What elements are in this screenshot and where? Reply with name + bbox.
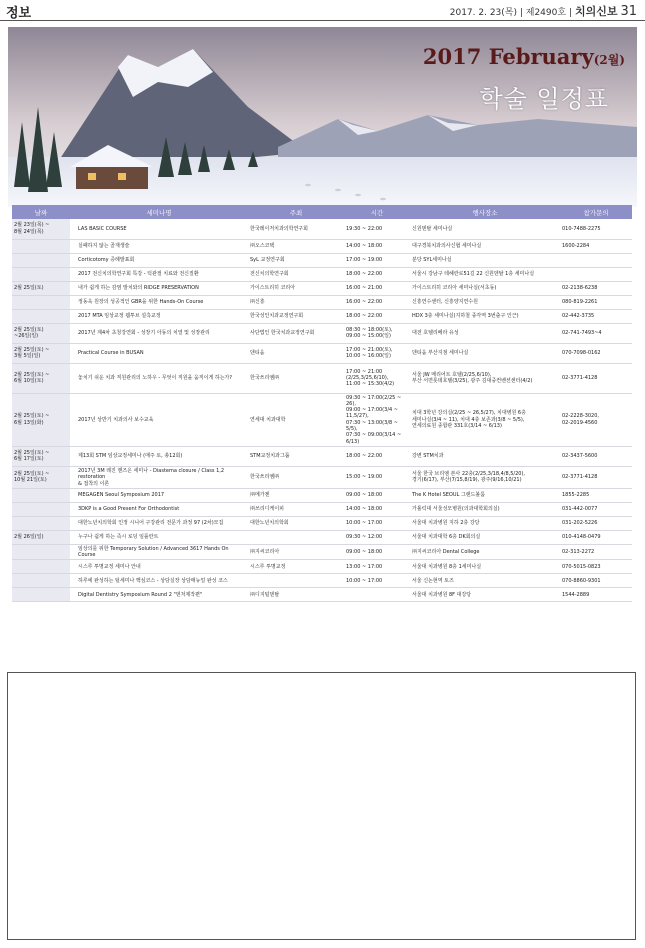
cell-contact: 1544-2889 [560,588,632,602]
cell-date [12,502,70,516]
cell-title: LAS BASIC COURSE [70,219,248,239]
cell-title: 누구나 쉽게 하는 즉시 로딩 임플란트 [70,530,248,544]
cell-host: ㈜신흥 [248,295,344,309]
cell-contact [560,253,632,267]
cell-title: 내가 쉽게 하는 감염 발치와의 RIDGE PRESERVATION [70,281,248,295]
table-body [12,219,632,602]
cell-date [12,544,70,560]
cell-date: 2월 23일(목) ~ 8월 24일(목) [12,219,70,239]
cell-title: 2017 MTA 임상교정 웹투브 설측교정 [70,309,248,323]
cell-date [12,574,70,588]
cell-time: 17:00 ~ 19:00 [344,253,410,267]
cell-venue: 가톨릭대 서울성모병원(의과대학회의실) [410,502,560,516]
cell-host: SyL 교정연구회 [248,253,344,267]
cell-time: 09:00 ~ 18:00 [344,488,410,502]
cell-host: 대한노년치의학회 [248,516,344,530]
table-row [12,281,632,295]
cell-contact: 02-2228-3020, 02-2019-4560 [560,393,632,446]
page-header [0,0,645,21]
table-row [12,544,632,560]
cell-venue: 신원덴탈 세미나실 [410,219,560,239]
cell-contact: 080-819-2261 [560,295,632,309]
cell-contact: 02-3771-4128 [560,466,632,488]
cell-title: 하루에 완성하는 틸세미나 핵심코스 - 상담실장 상담매뉴얼 완성 코스 [70,574,248,588]
cell-venue: 치대 3학년 강의실(2/25 ~ 26,5/27), 치대병원 6층 세미나실(3/4 ~ 11), 치대 4층 보존과(3/8 ~ 5/5), 연세의료원 종합관 331호(3/14 ~ 6/13) [410,393,560,446]
cell-host: ㈜디지털덴탈 [248,588,344,602]
cell-date [12,588,70,602]
cell-time: 17:00 ~ 21:00 (2/25,3/25,6/10), 11:00 ~ 15:30(4/2) [344,363,410,393]
cell-host: 전신치의학연구회 [248,267,344,281]
cell-host: 한국쓰리엠㈜ [248,466,344,488]
cell-contact: 02-313-2272 [560,544,632,560]
cell-time: 10:00 ~ 17:00 [344,574,410,588]
cell-host [248,530,344,544]
cell-host: ㈜쓰리디케이피 [248,502,344,516]
table-row [12,219,632,239]
column-header-time: 시간 [344,205,410,219]
cell-date: 2월 25일(토) ~ 6월 17일(토) [12,446,70,466]
cell-time: 14:00 ~ 18:00 [344,239,410,253]
cell-venue: 대전 호텔리베라 유성 [410,323,560,343]
issue-date: 2017. 2. 23(목) | 제2490호 | [449,8,572,18]
cell-time: 18:00 ~ 22:00 [344,446,410,466]
cell-title: Digital Dentistry Symposium Round 2 "덴처제작편" [70,588,248,602]
cell-host: 사단법인 한국치과교정연구회 [248,323,344,343]
cell-date: 2월 26일(일) [12,530,70,544]
table-header-row [12,205,632,219]
cell-time: 18:00 ~ 22:00 [344,309,410,323]
cell-contact: 02-741-7493~4 [560,323,632,343]
cell-time: 09:30 ~ 17:00(2/25 ~ 26), 09:00 ~ 17:00(3/4 ~ 11,5/27), 07:30 ~ 13:00(3/8 ~ 5/5), 07:30 ~ 09:00(3/14 ~ 6/13) [344,393,410,446]
table-row [12,239,632,253]
cell-venue: 서울대 치과병원 8층 1세미나실 [410,560,560,574]
cell-host [248,574,344,588]
cell-title: Corticotomy 증례발표회 [70,253,248,267]
cell-time: 17:00 ~ 21:00(토), 10:00 ~ 16:00(일) [344,343,410,363]
cell-venue: 강변 STM치과 [410,446,560,466]
cell-time [344,588,410,602]
cell-contact [560,267,632,281]
cell-title: MEGAGEN Seoul Symposium 2017 [70,488,248,502]
cell-date [12,253,70,267]
cell-date [12,295,70,309]
table-row [12,502,632,516]
cell-venue: 서울대 치과대학 6층 DK회의실 [410,530,560,544]
column-header-host: 주최 [248,205,344,219]
cell-contact: 02-3437-5600 [560,446,632,466]
cell-date [12,239,70,253]
table-row [12,530,632,544]
table-row [12,516,632,530]
table-row [12,446,632,466]
cell-date: 2월 25일(토) [12,281,70,295]
cell-host: 연세대 치과대학 [248,393,344,446]
cell-title: 2017년 상반기 치과의사 보수교육 [70,393,248,446]
cell-title: 실패하지 않는 골재생술 [70,239,248,253]
cell-title: 대한노년치의학회 인정 시니어 구강관리 전문가 과정 97 (2차)모집 [70,516,248,530]
cell-date: 2월 25일(토) ~ 6월 13일(화) [12,393,70,446]
cell-host: 한국레이저치과의학연구회 [248,219,344,239]
cell-venue: 서울대 치과병원 8F 대강당 [410,588,560,602]
cell-title: Practical Course in BUSAN [70,343,248,363]
table-row [12,588,632,602]
hero-title-en: 2017 February(2월) [422,44,625,69]
table-row [12,295,632,309]
column-header-venue: 행사장소 [410,205,560,219]
table-row [12,253,632,267]
column-header-seminar: 세미나명 [70,205,248,219]
hero-title-ko: 학술 일정표 [479,85,609,113]
cell-title: 2017년 제4차 초청강연회 - 성장기 아동의 치열 및 성장관리 [70,323,248,343]
cell-title: 제13회 STM 임상교정세미나 (매주 토, 총12회) [70,446,248,466]
cell-host: ㈜지씨코리아 [248,544,344,560]
cell-venue: ㈜지씨코리아 Dental College [410,544,560,560]
table-row [12,466,632,488]
cell-contact: 070-5015-0823 [560,560,632,574]
cell-venue: 서울 한국 브리엠 본사 22층(2/25,3/18,4/8,5/20), 경기(6/17), 부산(7/15,8/19), 광주(9/16,10/21) [410,466,560,488]
hero-title-month: (2월) [593,53,625,67]
cell-host: STM교정치과그룹 [248,446,344,466]
cell-time: 18:00 ~ 22:00 [344,267,410,281]
cell-time: 16:00 ~ 21:00 [344,281,410,295]
cell-venue: 대구경북치과의사신협 세미나실 [410,239,560,253]
cell-contact: 02-442-3735 [560,309,632,323]
cell-contact: 070-7098-0162 [560,343,632,363]
newspaper-name: 치의신보 [574,5,618,18]
cell-date: 2월 25일(토) ~ 3월 5일(일) [12,343,70,363]
cell-title: 3DKP is a Good Present For Orthodontist [70,502,248,516]
cell-contact: 031-202-5226 [560,516,632,530]
cell-date [12,516,70,530]
cell-venue: 가이스트리히 코리아 세미나실(서초동) [410,281,560,295]
schedule-table [12,205,632,602]
cell-contact: 1600-2284 [560,239,632,253]
issue-info [450,3,637,19]
cell-venue: The K Hotel SEOUL 그랜드볼룸 [410,488,560,502]
cell-date [12,560,70,574]
cell-title: 놓치기 쉬운 치과 직원관리의 노하우 - 무엇이 직원을 움직이게 하는가? [70,363,248,393]
cell-title: 2017년 3M 레진 핸즈온 세미나 - Diastema closure / Class 1,2 restoration & 접착의 이론 [70,466,248,488]
cell-date: 2월 25일(토) ~ 10월 21일(토) [12,466,70,488]
cell-contact: 02-3771-4128 [560,363,632,393]
cell-date [12,488,70,502]
table-row [12,393,632,446]
cell-venue: 서울대 치과병원 지하 2층 강당 [410,516,560,530]
cell-date: 2월 25일(토) ~ 6월 10일(토) [12,363,70,393]
cell-host: ㈜오스코텍 [248,239,344,253]
cell-title: 임상의를 위한 Temporary Solution / Advanced 3617 Hands On Course [70,544,248,560]
cell-title: 2017 전신치의학연구회 특강 - 턱관절 치료와 전신질환 [70,267,248,281]
table-row [12,267,632,281]
empty-content-box [7,672,636,940]
cell-venue: 서울 신논현역 토즈 [410,574,560,588]
cell-time: 15:00 ~ 19:00 [344,466,410,488]
table-row [12,488,632,502]
cell-time: 09:30 ~ 12:00 [344,530,410,544]
cell-venue: 신흥연수센터, 신흥양지연수원 [410,295,560,309]
cell-host: ㈜메가젠 [248,488,344,502]
cell-contact: 010-4148-0479 [560,530,632,544]
table-row [12,363,632,393]
cell-venue: HDX 3층 세미나실(지하철 종각역 3번출구 인근) [410,309,560,323]
cell-host: 한국성인치과교정연구회 [248,309,344,323]
cell-venue: 덴티움 부산지점 세미나실 [410,343,560,363]
section-label: 정보 [6,6,32,21]
cell-date: 2월 25일(토) ~26일(일) [12,323,70,343]
cell-title: 정동욱 원장의 성공적인 GBR을 위한 Hands-On Course [70,295,248,309]
cell-time: 13:00 ~ 17:00 [344,560,410,574]
column-header-date: 날짜 [12,205,70,219]
cell-venue: 서울 JW 메리어트 호텔(2/25,6/10), 부산 서면롯데호텔(3/25), 광주 김대중컨벤션센터(4/2) [410,363,560,393]
cell-venue: 분당 SYL세미나실 [410,253,560,267]
cell-time: 08:30 ~ 18:00(토), 09:00 ~ 15:00(일) [344,323,410,343]
schedule-table-wrapper [12,205,632,602]
table-row [12,574,632,588]
column-header-contact: 참가문의 [560,205,632,219]
cell-contact: 010-7488-2275 [560,219,632,239]
table-row [12,309,632,323]
cell-title: 시스루 투명교정 세미나 안내 [70,560,248,574]
cell-contact: 031-442-0077 [560,502,632,516]
table-row [12,323,632,343]
cell-contact: 1855-2285 [560,488,632,502]
cell-venue: 서울시 강남구 테헤란로51길 22 신원덴탈 1층 세미나실 [410,267,560,281]
page-number: 31 [620,4,637,19]
cell-host: 한국쓰리엠㈜ [248,363,344,393]
cell-time: 14:00 ~ 18:00 [344,502,410,516]
cell-host: 가이스트리히 코리아 [248,281,344,295]
cell-contact: 02-2138-6238 [560,281,632,295]
table-row [12,560,632,574]
cell-time: 10:00 ~ 17:00 [344,516,410,530]
cell-date [12,267,70,281]
cell-time: 16:00 ~ 22:00 [344,295,410,309]
cell-contact: 070-8860-9301 [560,574,632,588]
table-row [12,343,632,363]
cell-date [12,309,70,323]
cell-host: 덴티움 [248,343,344,363]
hero-banner [8,27,637,207]
cell-host: 시스루 투명교정 [248,560,344,574]
cell-time: 09:00 ~ 18:00 [344,544,410,560]
cell-time: 19:30 ~ 22:00 [344,219,410,239]
